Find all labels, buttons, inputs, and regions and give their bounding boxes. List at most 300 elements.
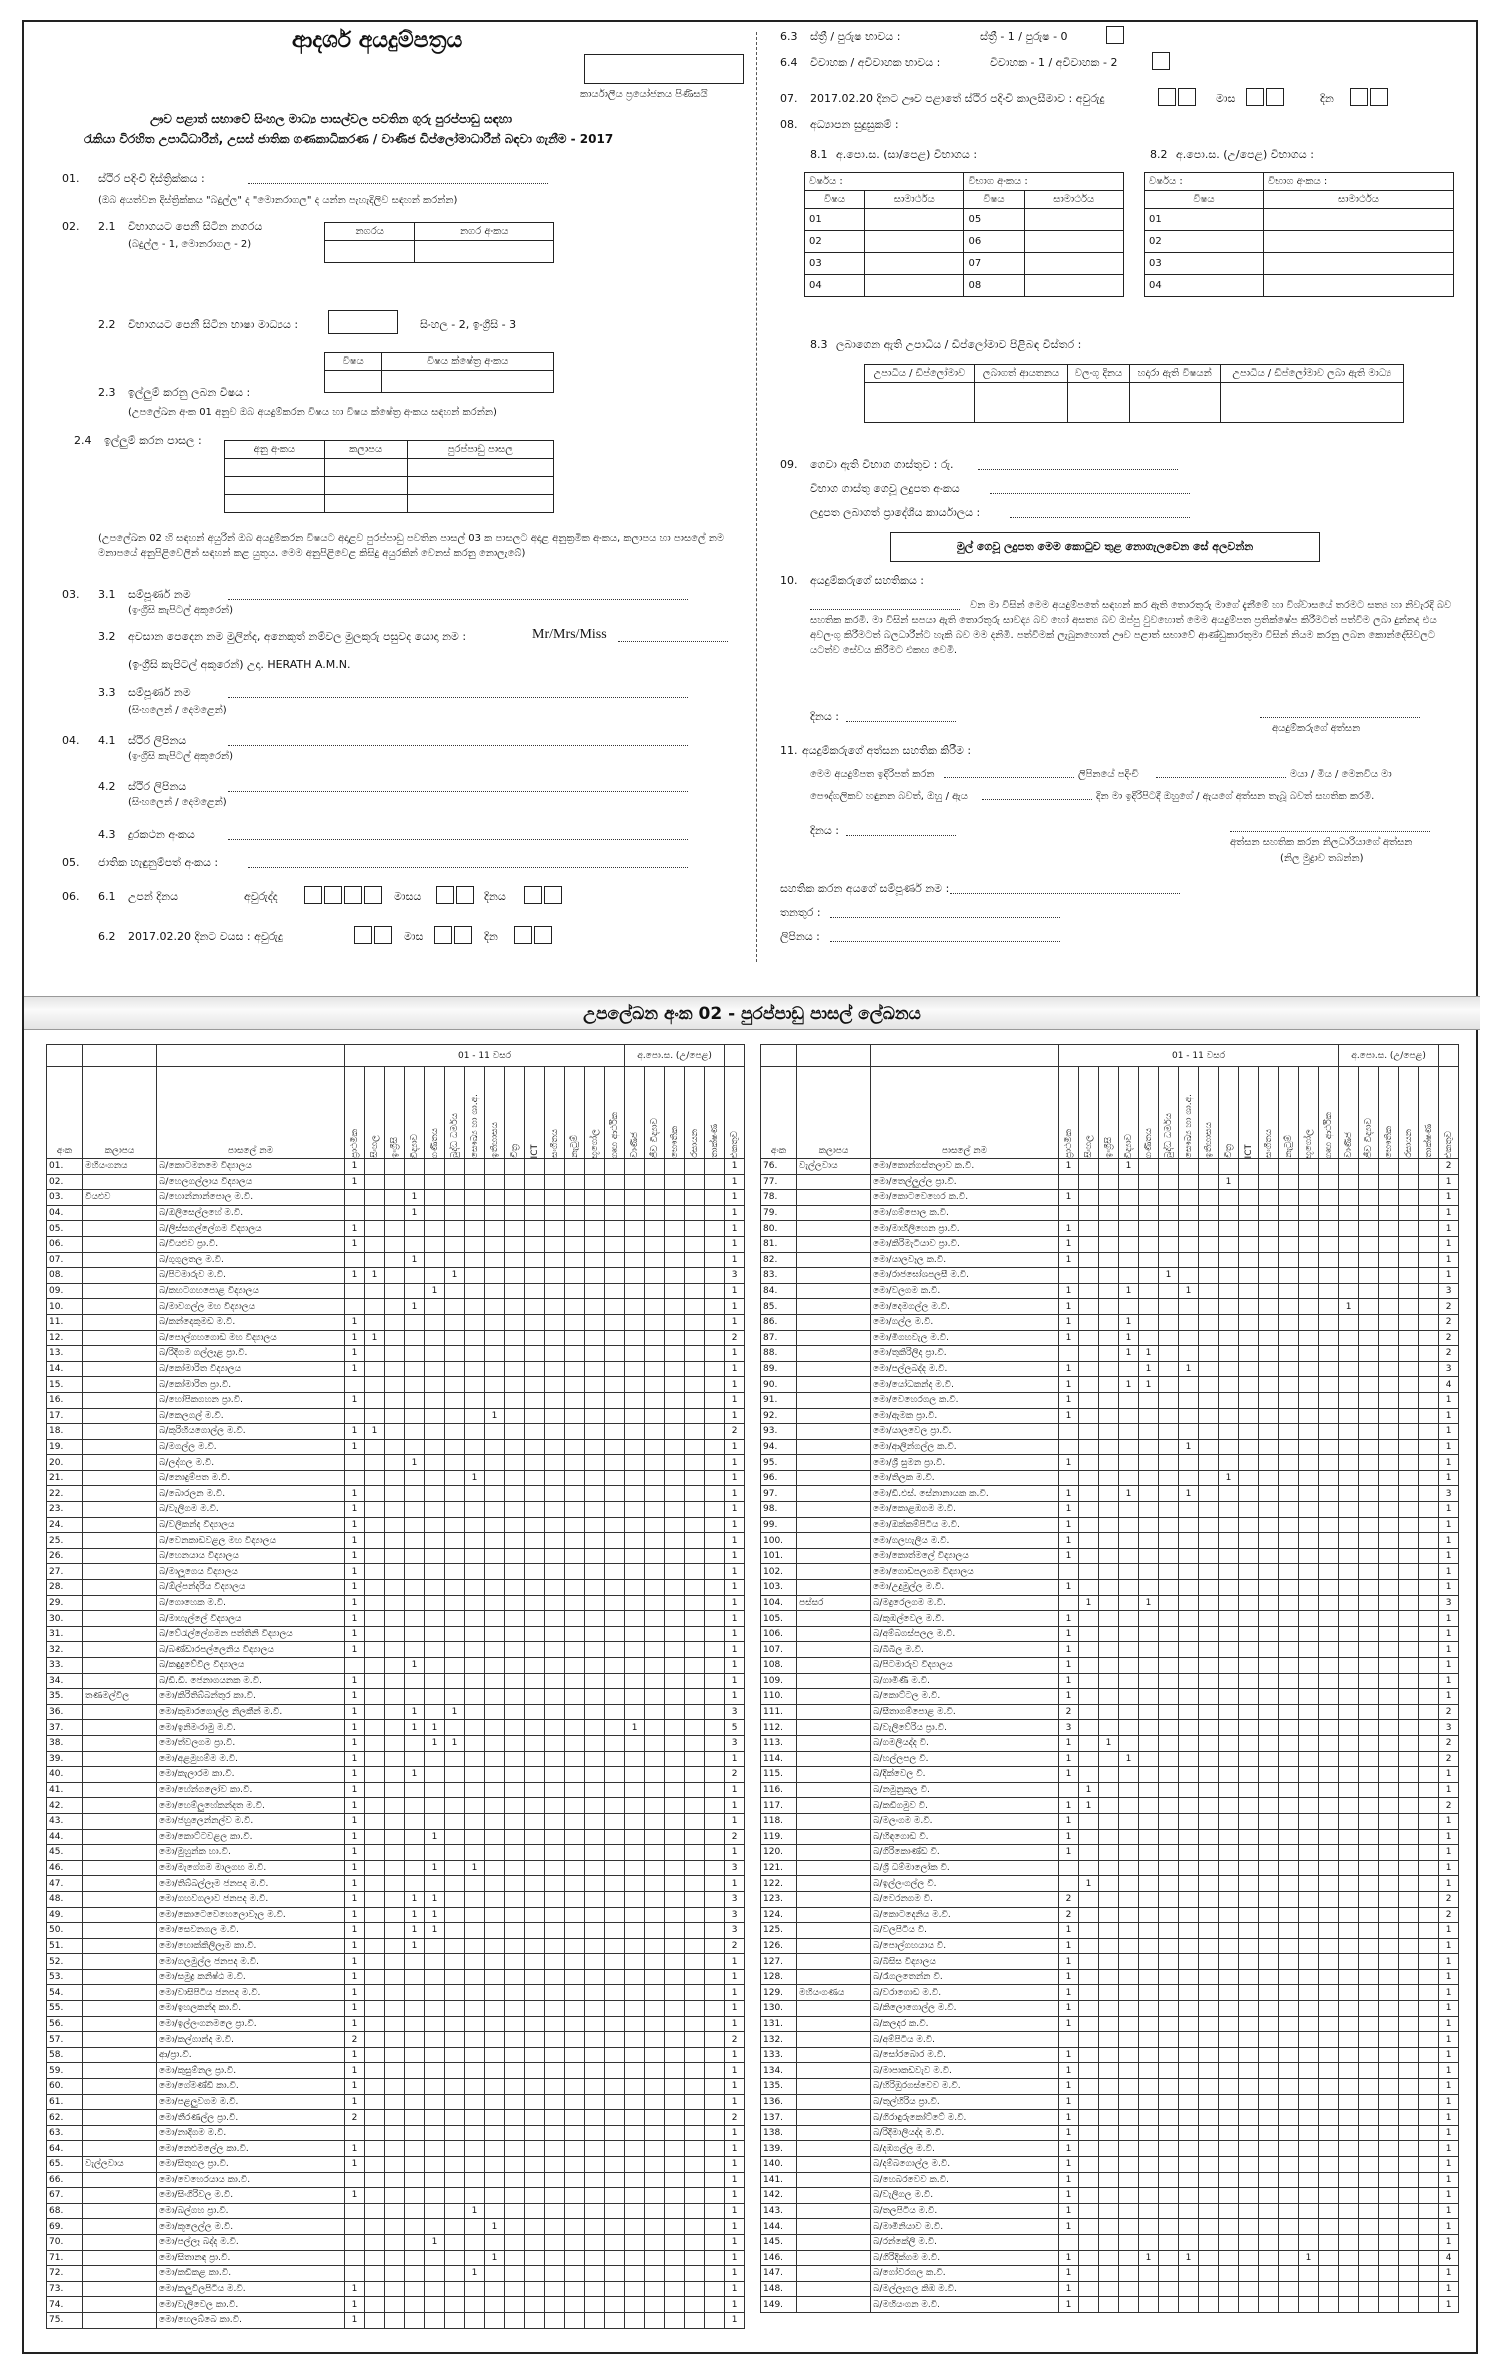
vacancy-count bbox=[645, 2079, 665, 2095]
vacancy-count bbox=[1259, 2032, 1279, 2048]
receipt-office-field[interactable] bbox=[1010, 506, 1190, 518]
vacancy-count: 1 bbox=[1059, 1455, 1079, 1471]
vacancy-count bbox=[425, 1595, 445, 1611]
vacancy-count bbox=[485, 1268, 505, 1284]
vacancy-count bbox=[565, 2047, 585, 2063]
vacancy-count: 1 bbox=[1059, 2110, 1079, 2126]
vacancy-count bbox=[365, 2047, 385, 2063]
vacancy-count bbox=[1119, 1798, 1139, 1814]
vacancy-count: 1 bbox=[1079, 1595, 1099, 1611]
vacancy-count bbox=[1319, 1782, 1339, 1798]
vacancy-count bbox=[1239, 1626, 1259, 1642]
vacancy-count bbox=[1139, 1673, 1159, 1689]
vacancy-count bbox=[1119, 1829, 1139, 1845]
vacancy-count bbox=[625, 2047, 645, 2063]
vacancy-count bbox=[1099, 1377, 1119, 1393]
title-field[interactable]: Mr/Mrs/Miss bbox=[532, 627, 607, 642]
ol-grade-cell[interactable] bbox=[865, 209, 964, 231]
table-row bbox=[47, 1268, 745, 1284]
vacancy-count bbox=[425, 1268, 445, 1284]
dob-year-boxes[interactable] bbox=[304, 886, 384, 904]
subject-col-header bbox=[1339, 1067, 1359, 1159]
vacancy-count bbox=[1219, 1205, 1239, 1221]
q02-4-number: 2.4 bbox=[74, 434, 92, 447]
vacancy-count bbox=[1419, 1346, 1439, 1362]
cert-address-field[interactable] bbox=[1156, 766, 1286, 778]
subject-field-cell[interactable] bbox=[382, 371, 554, 393]
table-row bbox=[761, 1377, 1459, 1393]
vacancy-count bbox=[1379, 1782, 1399, 1798]
school-name: බ/ලිස්සගල්ලේගම විද්‍යාලය bbox=[157, 1221, 345, 1237]
vacancy-count bbox=[645, 1689, 665, 1705]
school-name: බ/වැලිවේරිය ප්‍රා.වි. bbox=[871, 1720, 1059, 1736]
vacancy-count bbox=[1359, 1751, 1379, 1767]
vacancy-count bbox=[1339, 2172, 1359, 2188]
vacancy-count bbox=[1159, 2172, 1179, 2188]
vacancy-count bbox=[1279, 1392, 1299, 1408]
vacancy-count bbox=[445, 1533, 465, 1549]
vacancy-count bbox=[485, 1221, 505, 1237]
table-row bbox=[47, 2047, 745, 2063]
vacancy-count bbox=[465, 2001, 485, 2017]
vacancy-count bbox=[645, 1361, 665, 1377]
vacancy-count bbox=[1399, 1502, 1419, 1518]
certifier-address-field[interactable] bbox=[830, 930, 1060, 942]
gender-box[interactable] bbox=[1106, 26, 1124, 44]
vacancy-count bbox=[1179, 1845, 1199, 1861]
fee-field[interactable] bbox=[978, 458, 1178, 470]
applicant-signature-field[interactable] bbox=[1260, 706, 1420, 718]
vacancy-count bbox=[1119, 2281, 1139, 2297]
vacancy-count bbox=[545, 1595, 565, 1611]
certifier-name-field[interactable] bbox=[950, 882, 1180, 894]
vacancy-count bbox=[1119, 2125, 1139, 2141]
vacancy-count bbox=[1379, 1174, 1399, 1190]
full-name-en-field[interactable] bbox=[228, 588, 688, 600]
row-number: 88. bbox=[761, 1346, 797, 1362]
degree-cell[interactable] bbox=[1220, 383, 1403, 423]
vacancy-count bbox=[445, 1938, 465, 1954]
vacancy-count bbox=[1279, 1439, 1299, 1455]
vacancy-count bbox=[1199, 1923, 1219, 1939]
table-row bbox=[761, 1252, 1459, 1268]
row-number: 58. bbox=[47, 2047, 83, 2063]
vacancy-count bbox=[405, 1268, 425, 1284]
ol-grade-cell[interactable] bbox=[1024, 275, 1124, 297]
vacancy-count bbox=[1159, 1673, 1179, 1689]
choice-cell[interactable] bbox=[407, 459, 553, 477]
zone-name bbox=[83, 1252, 157, 1268]
district-field[interactable] bbox=[248, 172, 548, 184]
vacancy-count bbox=[365, 1361, 385, 1377]
row-total: 2 bbox=[725, 2110, 745, 2126]
vacancy-count bbox=[1399, 1408, 1419, 1424]
zone-name bbox=[83, 2079, 157, 2095]
vacancy-count bbox=[625, 1611, 645, 1627]
table-row bbox=[761, 2266, 1459, 2282]
vacancy-count bbox=[1199, 1595, 1219, 1611]
vacancy-count bbox=[685, 1283, 705, 1299]
vacancy-count bbox=[1139, 1252, 1159, 1268]
vacancy-count bbox=[545, 1735, 565, 1751]
vacancy-count bbox=[705, 2016, 725, 2032]
vacancy-count bbox=[1359, 1580, 1379, 1596]
subject-label: ඉංග්‍රීසි bbox=[1103, 1137, 1114, 1158]
vacancy-count bbox=[405, 1314, 425, 1330]
vacancy-count: 1 bbox=[1119, 1330, 1139, 1346]
vacancy-count bbox=[665, 1798, 685, 1814]
vacancy-count bbox=[585, 1236, 605, 1252]
row-total: 1 bbox=[1439, 1190, 1459, 1206]
vacancy-count bbox=[1399, 1455, 1419, 1471]
zone-name bbox=[797, 2032, 871, 2048]
vacancy-count bbox=[1159, 1361, 1179, 1377]
vacancy-count bbox=[1159, 1813, 1179, 1829]
vacancy-count bbox=[1199, 1564, 1219, 1580]
vacancy-count bbox=[1239, 1159, 1259, 1175]
vacancy-count bbox=[1359, 2079, 1379, 2095]
vacancy-count bbox=[485, 2016, 505, 2032]
row-total: 1 bbox=[1439, 1860, 1459, 1876]
vacancy-count bbox=[1339, 1486, 1359, 1502]
residence-day-boxes[interactable] bbox=[1350, 88, 1390, 106]
vacancy-count bbox=[445, 1470, 465, 1486]
vacancy-count bbox=[1299, 2297, 1319, 2313]
vacancy-count bbox=[1199, 1751, 1219, 1767]
vacancy-count bbox=[505, 1486, 525, 1502]
zone-name bbox=[83, 1767, 157, 1783]
vacancy-count bbox=[425, 2032, 445, 2048]
vacancy-count bbox=[565, 2032, 585, 2048]
vacancy-count bbox=[565, 2188, 585, 2204]
choice-cell[interactable] bbox=[225, 495, 325, 513]
vacancy-count bbox=[485, 1346, 505, 1362]
vacancy-count: 1 bbox=[1179, 1283, 1199, 1299]
vacancy-count bbox=[545, 2203, 565, 2219]
vacancy-count bbox=[705, 1486, 725, 1502]
vacancy-count bbox=[345, 1408, 365, 1424]
al-grade-cell[interactable] bbox=[1264, 275, 1454, 297]
vacancy-count bbox=[685, 2110, 705, 2126]
ol-grade-cell[interactable] bbox=[1024, 253, 1124, 275]
vacancy-count bbox=[1399, 1767, 1419, 1783]
vacancy-count bbox=[1259, 1361, 1279, 1377]
vacancy-count bbox=[1219, 1938, 1239, 1954]
vacancy-count bbox=[1219, 1626, 1239, 1642]
subject-label: එකතුව bbox=[729, 1130, 740, 1158]
vacancy-count bbox=[1159, 2016, 1179, 2032]
vacancy-count bbox=[505, 2266, 525, 2282]
vacancy-count bbox=[1399, 2001, 1419, 2017]
vacancy-count bbox=[1219, 1439, 1239, 1455]
vacancy-count bbox=[385, 2312, 405, 2328]
vacancy-count bbox=[565, 1923, 585, 1939]
vacancy-count bbox=[545, 1829, 565, 1845]
vacancy-count bbox=[445, 1174, 465, 1190]
vacancy-count bbox=[1219, 2016, 1239, 2032]
school-name: බ/බණ්ඩාරපල්ලෙනිය විද්‍යාලය bbox=[157, 1642, 345, 1658]
school-name: මො/වෙහෙරගල ක.වි. bbox=[871, 1392, 1059, 1408]
vacancy-count bbox=[1159, 1595, 1179, 1611]
vacancy-count bbox=[365, 1314, 385, 1330]
row-number: 47. bbox=[47, 1876, 83, 1892]
row-number: 91. bbox=[761, 1392, 797, 1408]
vacancy-count bbox=[605, 2063, 625, 2079]
degree-cell[interactable] bbox=[865, 383, 975, 423]
age-month-label: මාස bbox=[404, 930, 424, 943]
age-year-boxes[interactable] bbox=[354, 926, 394, 944]
cert-date-field[interactable] bbox=[846, 824, 956, 836]
vacancy-count bbox=[1319, 1159, 1339, 1175]
zone-name bbox=[797, 1268, 871, 1284]
vacancy-count bbox=[505, 1907, 525, 1923]
ol-grade-cell[interactable] bbox=[865, 275, 964, 297]
vacancy-count bbox=[1379, 2094, 1399, 2110]
vacancy-count bbox=[1219, 1611, 1239, 1627]
vacancy-count bbox=[605, 1891, 625, 1907]
vacancy-count bbox=[585, 2125, 605, 2141]
vacancy-count bbox=[465, 1704, 485, 1720]
choice-cell[interactable] bbox=[324, 495, 407, 513]
choice-cell[interactable] bbox=[324, 459, 407, 477]
vacancy-count: 1 bbox=[345, 1611, 365, 1627]
vacancy-count bbox=[1259, 2141, 1279, 2157]
zone-name bbox=[797, 1346, 871, 1362]
degree-cell[interactable] bbox=[1068, 383, 1130, 423]
vacancy-count bbox=[405, 2297, 425, 2313]
vacancy-count: 1 bbox=[345, 1361, 365, 1377]
vacancy-count bbox=[1419, 1751, 1439, 1767]
vacancy-count bbox=[665, 2203, 685, 2219]
medium-box[interactable] bbox=[328, 310, 398, 334]
vacancy-count bbox=[1119, 1907, 1139, 1923]
subject-cell[interactable] bbox=[325, 371, 382, 393]
vacancy-count bbox=[705, 1969, 725, 1985]
row-number: 109. bbox=[761, 1673, 797, 1689]
vacancy-count bbox=[1379, 1845, 1399, 1861]
declaration-date-field[interactable] bbox=[846, 710, 956, 722]
vacancy-count bbox=[1419, 1813, 1439, 1829]
choice-cell[interactable] bbox=[225, 459, 325, 477]
row-total: 1 bbox=[725, 1626, 745, 1642]
vacancy-count: 1 bbox=[1179, 1486, 1199, 1502]
address-si-field[interactable] bbox=[228, 780, 688, 792]
table-row bbox=[761, 1876, 1459, 1892]
choice-cell[interactable] bbox=[225, 477, 325, 495]
row-number: 112. bbox=[761, 1720, 797, 1736]
vacancy-count bbox=[1319, 1236, 1339, 1252]
vacancy-count bbox=[545, 2001, 565, 2017]
certifier-post-field[interactable] bbox=[830, 906, 1060, 918]
subject-label: සංගීතය bbox=[1263, 1129, 1274, 1158]
dob-day-boxes[interactable] bbox=[524, 886, 564, 904]
table-row bbox=[47, 1564, 745, 1580]
vacancy-count bbox=[505, 1283, 525, 1299]
vacancy-count bbox=[565, 1860, 585, 1876]
vacancy-count bbox=[605, 1314, 625, 1330]
vacancy-count bbox=[525, 1923, 545, 1939]
full-name-si-field[interactable] bbox=[228, 686, 688, 698]
header-blank bbox=[797, 1045, 871, 1067]
age-month-boxes[interactable] bbox=[434, 926, 474, 944]
vacancy-count bbox=[1239, 1782, 1259, 1798]
vacancy-count bbox=[505, 1236, 525, 1252]
initials-name-field[interactable] bbox=[618, 630, 728, 642]
vacancy-count: 1 bbox=[485, 2250, 505, 2266]
vacancy-count bbox=[425, 1767, 445, 1783]
choice-cell[interactable] bbox=[324, 477, 407, 495]
ol-grade-cell[interactable] bbox=[1024, 231, 1124, 253]
town-number-cell[interactable] bbox=[415, 241, 554, 263]
phone-field[interactable] bbox=[228, 828, 688, 840]
cert-date-inline-field[interactable] bbox=[982, 788, 1092, 800]
table-row bbox=[761, 2157, 1459, 2173]
vacancy-count: 1 bbox=[345, 1626, 365, 1642]
vacancy-count bbox=[605, 2250, 625, 2266]
vacancy-count bbox=[345, 1455, 365, 1471]
vacancy-count bbox=[525, 1829, 545, 1845]
cert-applicant-field[interactable] bbox=[944, 766, 1074, 778]
school-name: බ/කෝමාරිත විද්‍යාලය bbox=[157, 1361, 345, 1377]
row-total: 1 bbox=[725, 2219, 745, 2235]
vacancy-count bbox=[485, 2312, 505, 2328]
vacancy-count bbox=[1399, 2250, 1419, 2266]
vacancy-count bbox=[1359, 1611, 1379, 1627]
q06-1-number: 6.1 bbox=[98, 890, 116, 903]
vacancy-count bbox=[1239, 2047, 1259, 2063]
table-row bbox=[761, 1533, 1459, 1549]
ol-grade-cell[interactable] bbox=[865, 231, 964, 253]
vacancy-count bbox=[1419, 1502, 1439, 1518]
zone-name bbox=[83, 1205, 157, 1221]
officer-signature-field[interactable] bbox=[1230, 820, 1430, 832]
vacancy-count bbox=[645, 2016, 665, 2032]
vacancy-count bbox=[1259, 1642, 1279, 1658]
vacancy-count bbox=[525, 1424, 545, 1440]
vacancy-count bbox=[1299, 1377, 1319, 1393]
al-grade-cell[interactable] bbox=[1264, 231, 1454, 253]
residence-year-boxes[interactable] bbox=[1158, 88, 1198, 106]
vacancy-count bbox=[645, 1299, 665, 1315]
vacancy-count bbox=[1399, 1252, 1419, 1268]
vacancy-count bbox=[625, 1813, 645, 1829]
vacancy-count bbox=[665, 2219, 685, 2235]
vacancy-count: 1 bbox=[1139, 1361, 1159, 1377]
vacancy-count bbox=[525, 1907, 545, 1923]
vacancy-count bbox=[1339, 1517, 1359, 1533]
vacancy-count: 1 bbox=[345, 1798, 365, 1814]
table-row bbox=[47, 2172, 745, 2188]
row-total: 1 bbox=[725, 1455, 745, 1471]
vacancy-count bbox=[465, 2110, 485, 2126]
vacancy-count bbox=[665, 1221, 685, 1237]
subject-col-header bbox=[1319, 1067, 1339, 1159]
vacancy-count bbox=[645, 2172, 665, 2188]
vacancy-count bbox=[1219, 1689, 1239, 1705]
vacancy-count bbox=[405, 1642, 425, 1658]
row-total: 1 bbox=[725, 1236, 745, 1252]
choice-cell[interactable] bbox=[407, 477, 553, 495]
row-total: 1 bbox=[1439, 1876, 1459, 1892]
vacancy-count: 1 bbox=[1059, 1486, 1079, 1502]
q03-3-number: 3.3 bbox=[98, 686, 116, 699]
row-number: 61. bbox=[47, 2094, 83, 2110]
residence-month-boxes[interactable] bbox=[1246, 88, 1286, 106]
vacancy-count bbox=[585, 1954, 605, 1970]
vacancy-count bbox=[1159, 2157, 1179, 2173]
vacancy-count bbox=[685, 1486, 705, 1502]
vacancy-count bbox=[1079, 2001, 1099, 2017]
vacancy-count bbox=[1079, 1564, 1099, 1580]
vacancy-count bbox=[365, 1720, 385, 1736]
marital-box[interactable] bbox=[1152, 52, 1170, 70]
vacancy-count bbox=[605, 2281, 625, 2297]
zone-name bbox=[83, 2203, 157, 2219]
table-row bbox=[47, 2125, 745, 2141]
dob-month-boxes[interactable] bbox=[436, 886, 476, 904]
choice-cell[interactable] bbox=[407, 495, 553, 513]
vacancy-count bbox=[645, 2063, 665, 2079]
vacancy-count bbox=[1399, 1860, 1419, 1876]
zone-name bbox=[83, 1533, 157, 1549]
vacancy-count bbox=[605, 2141, 625, 2157]
vacancy-count bbox=[1299, 1268, 1319, 1284]
age-day-boxes[interactable] bbox=[514, 926, 554, 944]
address-en-field[interactable] bbox=[228, 734, 688, 746]
degree-cell[interactable] bbox=[974, 383, 1067, 423]
vacancy-count bbox=[1219, 1392, 1239, 1408]
table-row bbox=[761, 1159, 1459, 1175]
vacancy-count bbox=[1119, 1954, 1139, 1970]
vacancy-count bbox=[665, 1845, 685, 1861]
receipt-number-field[interactable] bbox=[990, 482, 1190, 494]
vacancy-count bbox=[625, 1845, 645, 1861]
town-cell[interactable] bbox=[325, 241, 415, 263]
al-grade-cell[interactable] bbox=[1264, 253, 1454, 275]
vacancy-count bbox=[1059, 1346, 1079, 1362]
vacancy-count bbox=[545, 1798, 565, 1814]
vacancy-count bbox=[1259, 2266, 1279, 2282]
al-grade-cell[interactable] bbox=[1264, 209, 1454, 231]
vacancy-count bbox=[705, 1517, 725, 1533]
vacancy-count bbox=[425, 1174, 445, 1190]
vacancy-count: 2 bbox=[1059, 1891, 1079, 1907]
vacancy-count bbox=[1399, 2281, 1419, 2297]
vacancy-count bbox=[625, 2266, 645, 2282]
vacancy-count: 1 bbox=[1059, 1159, 1079, 1175]
receipt-office-label: ලදුපත ලබාගත් ප්‍රාදේශීය කාර්යාලය : bbox=[810, 506, 981, 519]
degree-cell[interactable] bbox=[1129, 383, 1220, 423]
ol-grade-cell[interactable] bbox=[865, 253, 964, 275]
nic-field[interactable] bbox=[248, 856, 688, 868]
vacancy-count bbox=[1179, 2079, 1199, 2095]
school-name: බ/දම්බගොල්ල ම.වි. bbox=[871, 2157, 1059, 2173]
vacancy-count bbox=[1419, 1891, 1439, 1907]
ol-grade-cell[interactable] bbox=[1024, 209, 1124, 231]
vacancy-count bbox=[1239, 1548, 1259, 1564]
vacancy-count bbox=[705, 1782, 725, 1798]
vacancy-count bbox=[525, 2047, 545, 2063]
vacancy-count bbox=[425, 1455, 445, 1471]
vacancy-count bbox=[525, 1159, 545, 1175]
vacancy-count bbox=[645, 1439, 665, 1455]
vacancy-count bbox=[1379, 1346, 1399, 1362]
vacancy-count bbox=[1139, 1174, 1159, 1190]
vacancy-count bbox=[385, 1658, 405, 1674]
table-row bbox=[47, 2266, 745, 2282]
vacancy-count bbox=[1079, 1159, 1099, 1175]
vacancy-count bbox=[405, 2063, 425, 2079]
